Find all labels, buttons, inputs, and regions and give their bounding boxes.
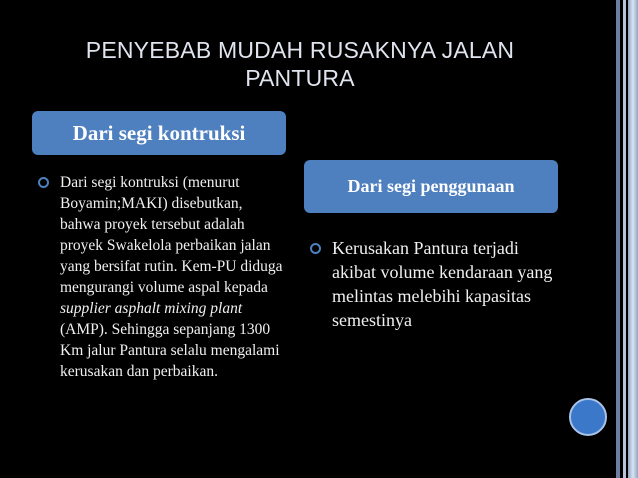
side-bar-light (623, 0, 626, 478)
decorative-side-bars (610, 0, 638, 478)
construction-text-italic: supplier asphalt mixing plant (60, 300, 243, 317)
usage-bullet-list (310, 236, 560, 332)
next-slide-circle-icon[interactable] (569, 398, 607, 436)
construction-header-box (32, 111, 286, 155)
construction-text-part2: (AMP). Sehingga sepanjang 1300 Km jalur Pantura selalu mengalami kerusakan dan perbaikan. (60, 321, 280, 380)
construction-bullet-list (38, 172, 286, 382)
usage-header-label: Dari segi penggunaan (347, 176, 515, 196)
bullet-circle-icon (38, 177, 49, 188)
construction-bullet-item (38, 172, 286, 382)
side-bar-gradient (628, 0, 638, 478)
bullet-circle-icon (310, 243, 321, 254)
usage-text: Kerusakan Pantura terjadi akibat volume kendaraan yang melintas melebihi kapasitas semestinya (332, 238, 553, 330)
slide-title: PENYEBAB MUDAH RUSAKNYA JALAN PANTURA (85, 37, 515, 91)
usage-header-box (304, 160, 558, 213)
side-bar-dark (616, 0, 620, 478)
construction-text-part1: Dari segi kontruksi (menurut Boyamin;MAKI) disebutkan, bahwa proyek tersebut adalah proyek Swakelola perbaikan jalan yang bersifat rutin. Kem-PU diduga mengurangi volume aspal kepada (60, 174, 283, 296)
construction-header-label: Dari segi kontruksi (72, 120, 246, 145)
usage-bullet-item (310, 236, 560, 332)
